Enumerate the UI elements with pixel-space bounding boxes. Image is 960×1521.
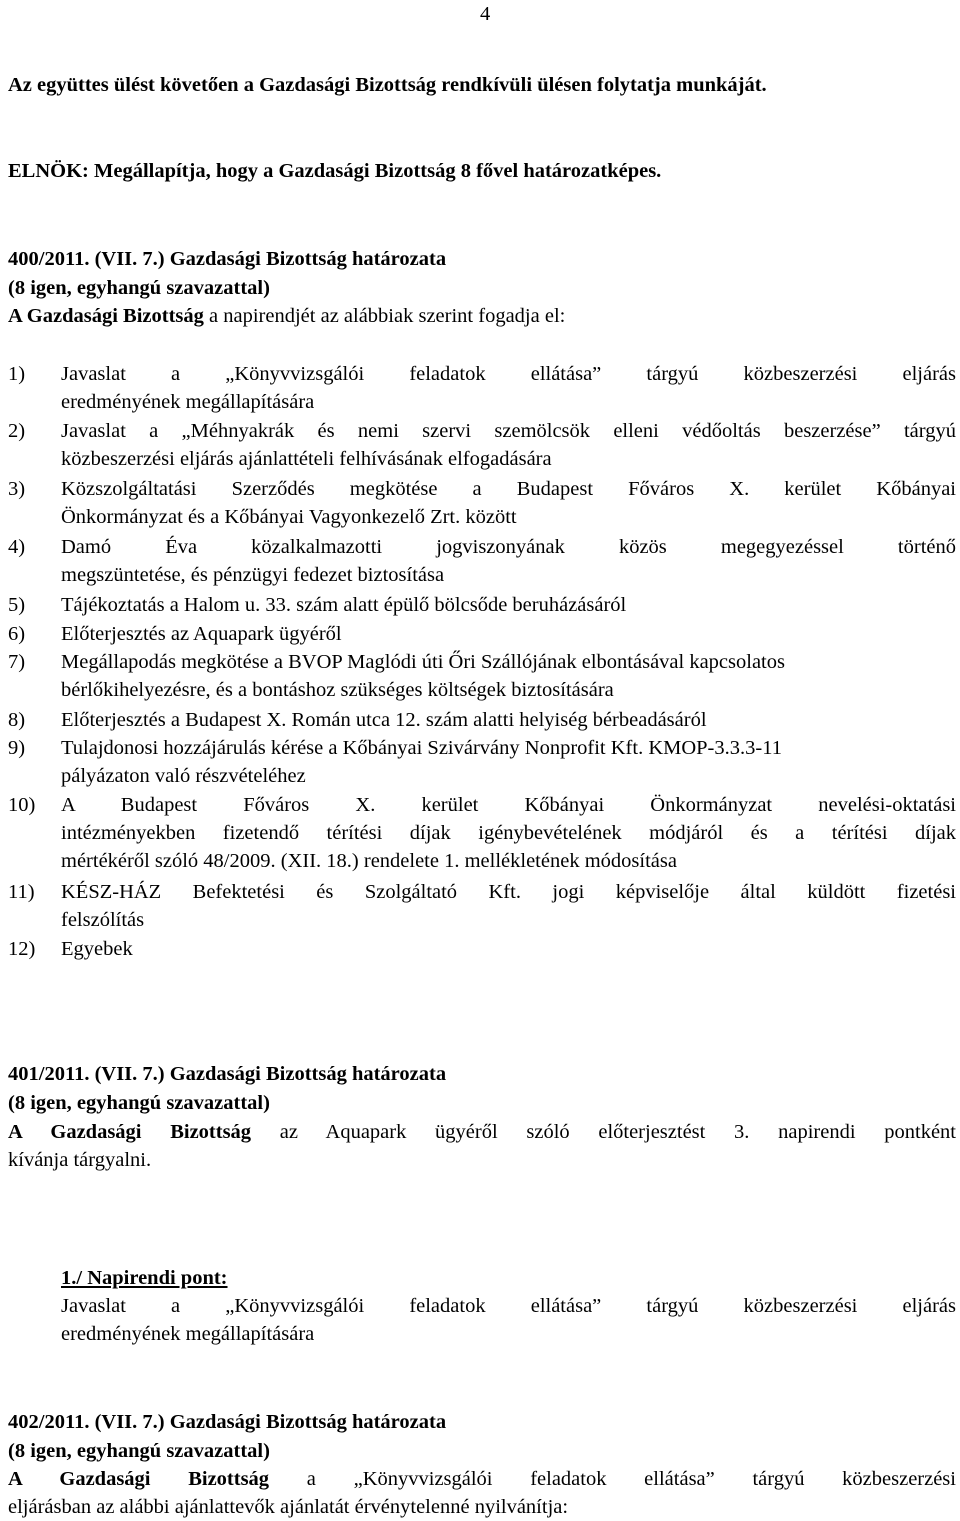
resolution-vote: (8 igen, egyhangú szavazattal) [8,1440,270,1462]
agenda-item-line: Tulajdonosi hozzájárulás kérése a Kőbányai Szivárvány Nonprofit Kft. KMOP-3.3.3-11 [61,737,782,759]
agenda-item-line: Tájékoztatás a Halom u. 33. szám alatt épülő bölcsőde beruházásáról [61,594,627,616]
resolution-body-rest: a napirendjét az alábbiak szerint fogadja el: [203,305,566,327]
resolution-title: 401/2011. (VII. 7.) Gazdasági Bizottság határozata [8,1063,447,1085]
page-number: 4 [480,3,491,25]
agenda-item-text [61,475,956,531]
resolution-body-line-1 [8,1118,956,1146]
agenda-item-text [61,878,956,934]
resolution-title: 402/2011. (VII. 7.) Gazdasági Bizottság határozata [8,1411,447,1433]
agenda-item-text [61,734,956,790]
agenda-item-text [61,706,956,734]
agenda-item-text [61,591,956,619]
agenda-item-text [61,360,956,416]
intro-line-1: Az együttes ülést követően a Gazdasági Bizottság rendkívüli ülésen folytatja munkáját. [8,74,767,96]
resolution-vote: (8 igen, egyhangú szavazattal) [8,1092,270,1114]
agenda-item-line: bérlőkihelyezésre, és a bontáshoz szükséges költségek biztosítására [61,679,614,701]
agenda-item-number: 9) [8,737,26,759]
resolution-body-rest: az Aquapark ügyéről szóló előterjesztést 3. napirendi pontként [279,1121,956,1143]
agenda-item-number: 10) [8,794,36,816]
agenda-item-line: A Budapest Főváros X. kerület Kőbányai Önkormányzat nevelési-oktatási [61,794,956,816]
agenda-item-line: KÉSZ-HÁZ Befektetési és Szolgáltató Kft. jogi képviselője által küldött fizetési [61,881,956,903]
agenda-item-number: 6) [8,623,26,645]
agenda-point-line-1: Javaslat a „Könyvvizsgálói feladatok ellátása” tárgyú közbeszerzési eljárás [61,1295,956,1317]
agenda-item-line: közbeszerzési eljárás ajánlattételi felhívásának elfogadására [61,448,552,470]
agenda-item-line: Megállapodás megkötése a BVOP Maglódi úti Őri Szállójának elbontásával kapcsolatos [61,651,785,673]
agenda-item-number: 5) [8,594,26,616]
agenda-item-number: 4) [8,536,26,558]
agenda-item-line: Önkormányzat és a Kőbányai Vagyonkezelő Zrt. között [61,506,517,528]
agenda-item-line: Előterjesztés a Budapest X. Román utca 12. szám alatti helyiség bérbeadásáról [61,709,707,731]
agenda-item-number: 12) [8,938,36,960]
agenda-item-line: Javaslat a „Méhnyakrák és nemi szervi szemölcsök elleni védőoltás beszerzése” tárgyú [61,420,956,442]
agenda-item-line: mértékéről szóló 48/2009. (XII. 18.) rendelete 1. mellékletének módosítása [61,850,677,872]
agenda-item-text [61,620,956,648]
agenda-item-line: felszólítás [61,909,145,931]
resolution-body [8,302,565,330]
agenda-item-text [61,935,956,963]
agenda-item-number: 3) [8,478,26,500]
resolution-vote: (8 igen, egyhangú szavazattal) [8,277,270,299]
agenda-item-line: Egyebek [61,938,133,960]
agenda-item-text [61,417,956,473]
agenda-point-line-2: eredményének megállapítására [61,1323,315,1345]
resolution-body-rest: a „Könyvvizsgálói feladatok ellátása” tárgyú közbeszerzési [306,1468,956,1490]
committee-name: A Gazdasági Bizottság [8,1468,270,1490]
agenda-item-text [61,533,956,589]
agenda-item-number: 2) [8,420,26,442]
agenda-item-line: eredményének megállapítására [61,391,315,413]
agenda-item-number: 8) [8,709,26,731]
resolution-title: 400/2011. (VII. 7.) Gazdasági Bizottság határozata [8,248,447,270]
resolution-body-line-2: kívánja tárgyalni. [8,1149,152,1171]
agenda-item-line: intézményekben fizetendő térítési díjak igénybevételének módjáról és a térítési díjak [61,822,956,844]
agenda-item-line: Damó Éva közalkalmazotti jogviszonyának közös megegyezéssel történő [61,536,956,558]
resolution-body-line-2: eljárásban az alábbi ajánlattevők ajánlatát érvénytelenné nyilvánítja: [8,1496,569,1518]
agenda-item-number: 11) [8,881,35,903]
agenda-item-text [61,791,956,875]
chair-statement: ELNÖK: Megállapítja, hogy a Gazdasági Bizottság 8 fővel határozatképes. [8,160,662,182]
agenda-item-line: megszüntetése, és pénzügyi fedezet biztosítása [61,564,445,586]
agenda-item-line: pályázaton való részvételéhez [61,765,306,787]
committee-name: A Gazdasági Bizottság [8,1121,252,1143]
agenda-item-number: 1) [8,363,26,385]
agenda-item-line: Közszolgáltatási Szerződés megkötése a Budapest Főváros X. kerület Kőbányai [61,478,956,500]
resolution-body-line-1 [8,1465,956,1493]
agenda-item-number: 7) [8,651,26,673]
agenda-item-line: Előterjesztés az Aquapark ügyéről [61,623,342,645]
agenda-point-heading: 1./ Napirendi pont: [61,1267,228,1289]
committee-name: A Gazdasági Bizottság [8,305,204,327]
agenda-item-line: Javaslat a „Könyvvizsgálói feladatok ellátása” tárgyú közbeszerzési eljárás [61,363,956,385]
agenda-item-text [61,648,956,704]
